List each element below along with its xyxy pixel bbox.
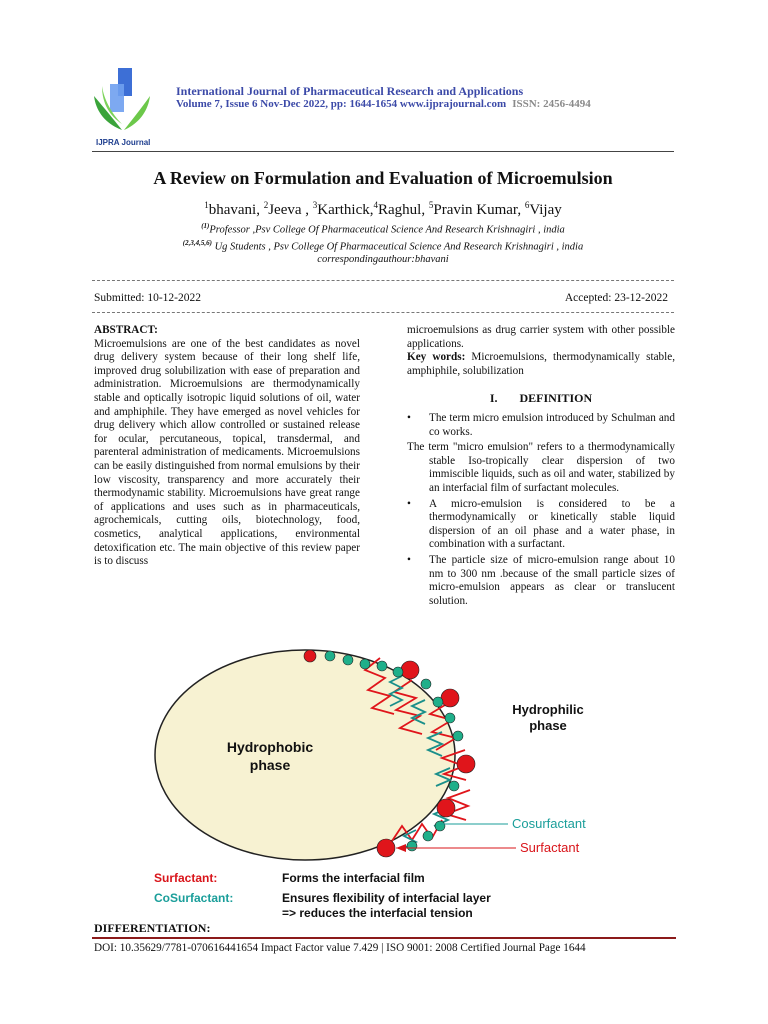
affiliation-1 bbox=[92, 220, 674, 237]
abstract-heading: ABSTRACT: bbox=[94, 324, 158, 336]
list-item bbox=[407, 412, 675, 439]
author-sup: 3 bbox=[312, 200, 318, 210]
list-item-text: The particle size of micro-emulsion range about 10 nm to 300 nm .because of the small particle sizes of micro-emulsion appears as clear or translucent solution. bbox=[429, 553, 675, 607]
differentiation-heading: DIFFERENTIATION: bbox=[94, 921, 211, 935]
cosurfactant-head bbox=[445, 713, 455, 723]
list-item-text: A micro-emulsion is considered to be a thermodynamically or kinetically stable liquid dispersion of an oil phase and a water phase, in combination with a surfactant. bbox=[429, 497, 675, 551]
bullet-icon: • bbox=[407, 497, 411, 510]
author-name: Jeeva , bbox=[268, 202, 313, 218]
legend-cosurfactant-desc-2: => reduces the interfacial tension bbox=[282, 906, 473, 920]
microemulsion-diagram bbox=[150, 640, 618, 930]
cosurfactant-head bbox=[435, 821, 445, 831]
microemulsion-figure bbox=[150, 640, 618, 930]
keywords bbox=[407, 351, 675, 378]
surfactant-head bbox=[441, 689, 459, 707]
list-item bbox=[407, 498, 675, 552]
abstract-continued: microemulsions as drug carrier system with other possible applications. bbox=[407, 324, 675, 350]
corresponding-author: correspondingauthour:bhavani bbox=[317, 254, 449, 265]
hydrophilic-label-1: Hydrophilic bbox=[512, 702, 584, 717]
affiliation-sup: (1) bbox=[201, 222, 210, 230]
author-name: Pravin Kumar, bbox=[433, 202, 525, 218]
definition-paragraph: The term "micro emulsion" refers to a thermodynamically stable Iso-tropically clear dispersion of two immiscible liquids, such as oil and water, stabilized by an interfacial film of surfactant molecules. bbox=[407, 441, 675, 494]
keywords-text: Microemulsions, thermodynamically stable, amphiphile, solubilization bbox=[407, 351, 676, 377]
surfactant-head bbox=[401, 661, 419, 679]
surfactant-head bbox=[457, 755, 475, 773]
abstract-text: Microemulsions are one of the best candidates as novel drug delivery system because of their long shelf life, improved drug solubilization with ease of preparation and administration. Microemulsions are thermodynamically stable and optically isotropic liquid solutions of oil, water and amphiphile. They have emerged as novel vehicles for drug delivery which allow controlled or sustained release for ocular, percutaneous, topical, transdermal, and parenteral administration of medicaments. Microemulsions can be easily distinguished from normal emulsions by their low viscosity, transparency and more accurately their thermodynamic stability. Microemulsions have great range of applications and uses such as in pharmaceuticals, agrochemicals, cutting oils, biotechnology, food, cosmetics, analytical applications, environmental detoxification etc. The main objective of this review paper is to discuss bbox=[94, 337, 360, 568]
logo-emblem-icon bbox=[88, 66, 160, 138]
author-name: Raghul, bbox=[378, 202, 429, 218]
journal-volume-line bbox=[176, 98, 591, 110]
list-item bbox=[407, 554, 675, 608]
cosurfactant-head bbox=[449, 781, 459, 791]
header-rule bbox=[92, 151, 674, 152]
author-name: bhavani, bbox=[208, 202, 264, 218]
hydrophilic-label-2: phase bbox=[529, 718, 567, 733]
legend-surfactant-desc: Forms the interfacial film bbox=[282, 871, 425, 885]
surfactant-head bbox=[377, 839, 395, 857]
author-name: Vijay bbox=[529, 202, 562, 218]
hydrophobic-label-1: Hydrophobic bbox=[226, 739, 314, 755]
affiliation-text: Professor ,Psv College Of Pharmaceutical Science And Research Krishnagiri , india bbox=[209, 224, 565, 236]
bullet-icon: • bbox=[407, 411, 411, 424]
cosurfactant-label: Cosurfactant bbox=[512, 816, 586, 831]
bullet-icon: • bbox=[407, 553, 411, 566]
legend-cosurfactant-desc: Ensures flexibility of interfacial layer bbox=[282, 891, 491, 905]
author-sup: 6 bbox=[524, 200, 530, 210]
cosurfactant-head bbox=[393, 667, 403, 677]
affiliation-sup: (2,3,4,5,6) bbox=[182, 238, 212, 247]
issn-text: ISSN: 2456-4494 bbox=[512, 98, 591, 110]
journal-logo bbox=[88, 66, 160, 152]
cosurfactant-head bbox=[421, 679, 431, 689]
cosurfactant-head bbox=[423, 831, 433, 841]
author-sup: 5 bbox=[428, 200, 434, 210]
accepted-date: Accepted: 23-12-2022 bbox=[564, 292, 668, 304]
arrow-icon bbox=[396, 844, 406, 852]
cosurfactant-head bbox=[433, 697, 443, 707]
volume-text: Volume 7, Issue 6 Nov-Dec 2022, pp: 1644-1654 www.ijprajournal.com bbox=[176, 98, 507, 110]
cosurfactant-head bbox=[325, 651, 335, 661]
abstract-column bbox=[94, 324, 360, 569]
list-item-text: The term micro emulsion introduced by Schulman and co works. bbox=[429, 411, 675, 438]
surfactant-label: Surfactant bbox=[520, 840, 580, 855]
affiliation-2 bbox=[92, 237, 674, 254]
cosurfactant-head bbox=[343, 655, 353, 665]
legend-cosurfactant: CoSurfactant: bbox=[154, 891, 234, 905]
page-footer: DOI: 10.35629/7781-070616441654 Impact Factor value 7.429 | ISO 9001: 2008 Certified Journal Page 1644 bbox=[94, 942, 586, 954]
keywords-label: Key words: bbox=[407, 351, 466, 364]
cosurfactant-head bbox=[407, 841, 417, 851]
author-sup: 4 bbox=[373, 200, 379, 210]
submitted-date: Submitted: 10-12-2022 bbox=[94, 292, 202, 304]
section-title: DEFINITION bbox=[519, 391, 593, 406]
footer-rule bbox=[92, 937, 676, 939]
cosurfactant-head bbox=[453, 731, 463, 741]
logo-text: IJPRA Journal bbox=[96, 138, 151, 147]
dashed-divider bbox=[92, 280, 674, 281]
author-sup: 1 bbox=[204, 200, 209, 210]
journal-name: International Journal of Pharmaceutical Research and Applications bbox=[176, 84, 524, 98]
section-heading bbox=[407, 392, 675, 406]
cosurfactant-head bbox=[377, 661, 387, 671]
author-sup: 2 bbox=[263, 200, 269, 210]
right-column bbox=[407, 324, 675, 610]
surfactant-head bbox=[304, 650, 316, 662]
section-number: I. bbox=[489, 391, 498, 406]
legend-surfactant: Surfactant: bbox=[154, 871, 218, 885]
dashed-divider bbox=[92, 312, 674, 313]
surfactant-head bbox=[437, 799, 455, 817]
author-list bbox=[92, 200, 674, 219]
affiliations bbox=[92, 220, 674, 266]
paper-title: A Review on Formulation and Evaluation of Microemulsion bbox=[153, 168, 613, 188]
author-name: Karthick, bbox=[317, 202, 374, 218]
affiliation-text: Ug Students , Psv College Of Pharmaceutical Science And Research Krishnagiri , india bbox=[211, 241, 584, 252]
hydrophobic-label-2: phase bbox=[249, 757, 291, 773]
cosurfactant-head bbox=[360, 659, 370, 669]
